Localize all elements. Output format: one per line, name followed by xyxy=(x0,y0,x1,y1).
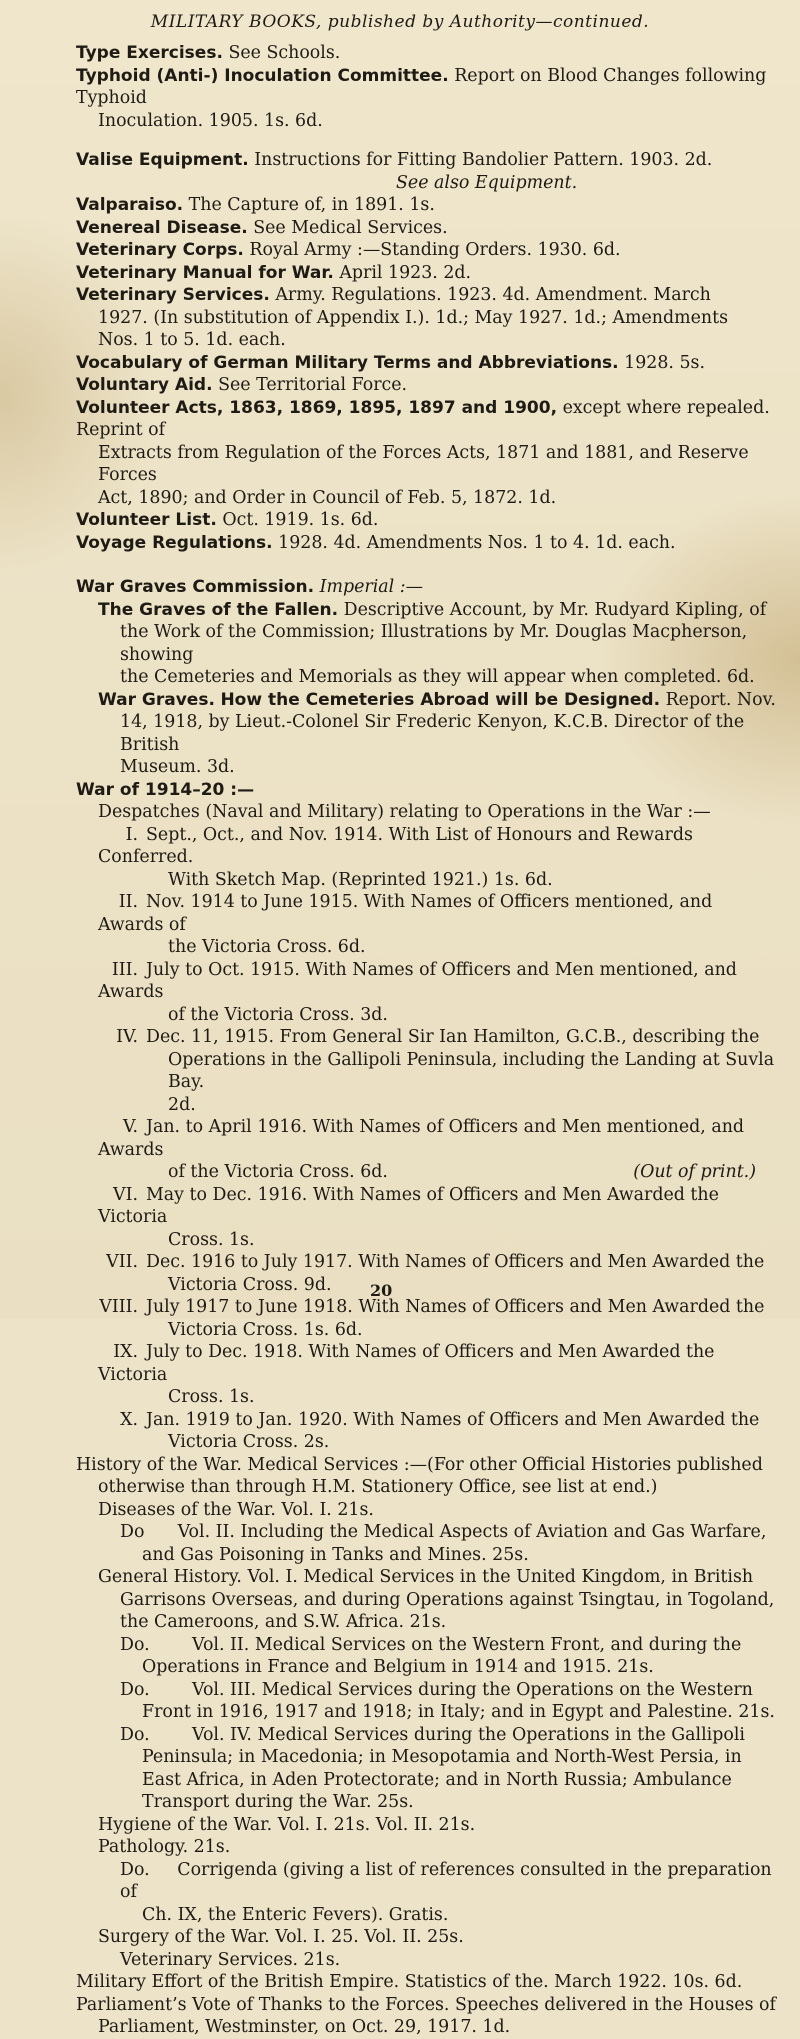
entry-text: 1928. 4d. Amendments Nos. 1 to 4. 1d. each. xyxy=(278,532,676,553)
despatch-continuation xyxy=(98,1274,776,1297)
despatch-text: Cross. 1s. xyxy=(168,1229,255,1250)
history-section xyxy=(76,1499,776,1972)
despatch-text: Sept., Oct., and Nov. 1914. With List of Honours and Rewards Conferred. xyxy=(98,824,693,867)
entry-parliament: Parliament’s Vote of Thanks to the Forces. Speeches delivered in the Houses of xyxy=(76,1994,776,2015)
do-label: Do. xyxy=(120,1679,150,1700)
entry-text: April 1923. 2d. xyxy=(339,262,472,283)
do-label: Do xyxy=(120,1522,145,1542)
despatch-number: V. xyxy=(122,1117,138,1137)
do-text: Vol. III. Medical Services during the Operations on the Western xyxy=(192,1679,753,1700)
entry-title: War of 1914–20 :— xyxy=(76,779,255,800)
entry-text: except where repealed. Reprint of xyxy=(76,397,770,440)
despatch-text: Victoria Cross. 1s. 6d. xyxy=(168,1319,363,1340)
despatch-text: Victoria Cross. 9d. xyxy=(168,1274,332,1295)
entry-title: Veterinary Manual for War. xyxy=(76,262,334,283)
do-item xyxy=(98,1724,776,1747)
entry-continuation: Inoculation. 1905. 1s. 6d. xyxy=(98,110,323,131)
do-label: Do. xyxy=(120,1859,150,1880)
do-item xyxy=(98,1634,776,1657)
entry-continuation: Garrisons Overseas, and during Operations against Tsingtau, in Togoland, xyxy=(120,1589,775,1610)
despatch-number: IV. xyxy=(116,1027,138,1047)
entry-title: Typhoid (Anti-) Inoculation Committee. xyxy=(76,65,449,86)
entry-valparaiso xyxy=(76,194,776,217)
history-continuation: otherwise than through H.M. Stationery Office, see list at end.) xyxy=(98,1477,658,1497)
entry-continuation: Parliament, Westminster, on Oct. 29, 1917. 1d. xyxy=(98,2017,511,2037)
entry-war-1914 xyxy=(76,779,776,802)
subentry-graves-of-fallen xyxy=(76,599,776,689)
history-pathology: Pathology. 21s. xyxy=(98,1837,231,1857)
despatch-text: Victoria Cross. 2s. xyxy=(168,1432,330,1452)
entry-veterinary-manual xyxy=(76,262,776,285)
despatch-list xyxy=(98,824,776,1454)
despatch-text: Dec. 1916 to July 1917. With Names of Officers and Men Awarded the xyxy=(146,1252,765,1272)
despatch-text: July to Dec. 1918. With Names of Officers and Men Awarded the Victoria xyxy=(98,1342,715,1385)
entry-text: Report. Nov. xyxy=(665,689,776,710)
entry-volunteer-list xyxy=(76,509,776,532)
do-continuation: East Africa, in Aden Protectorate; and in North Russia; Ambulance xyxy=(142,1769,732,1790)
entry-war-graves-commission xyxy=(76,576,776,599)
subentry-war-graves xyxy=(76,689,776,779)
despatch-number: VIII. xyxy=(99,1297,138,1317)
entry-text: Royal Army :—Standing Orders. 1930. 6d. xyxy=(249,240,621,260)
despatch-item xyxy=(98,1026,776,1049)
despatch-item xyxy=(98,824,776,869)
entry-text: The Capture of, in 1891. 1s. xyxy=(188,195,435,215)
entry-volunteer-acts xyxy=(76,397,776,442)
entry-see-also: See also Equipment. xyxy=(396,172,578,193)
despatch-text: July 1917 to June 1918. With Names of Officers and Men Awarded the xyxy=(146,1297,765,1317)
entry-text: Oct. 1919. 1s. 6d. xyxy=(222,510,379,530)
entry-text: Report on Blood Changes following Typhoid xyxy=(76,65,767,108)
entry-type-exercises xyxy=(76,42,776,65)
despatch-text: of the Victoria Cross. 6d. xyxy=(168,1162,388,1182)
running-head: MILITARY BOOKS, published by Authority—continued. xyxy=(150,12,650,32)
entry-vocabulary xyxy=(76,352,776,375)
history-do-diseases xyxy=(98,1521,776,1544)
entry-title: The Graves of the Fallen. xyxy=(98,599,339,620)
entry-title: Voluntary Aid. xyxy=(76,375,213,395)
despatch-continuation xyxy=(98,1229,776,1252)
entry-military-effort: Military Effort of the British Empire. Statistics of the. March 1922. 10s. 6d. xyxy=(76,1972,743,1992)
do-continuation: Transport during the War. 25s. xyxy=(142,1792,414,1812)
entry-title: Voyage Regulations. xyxy=(76,532,273,553)
do-text: Vol. II. Medical Services on the Western Front, and during the xyxy=(192,1634,742,1655)
entry-continuation: Act, 1890; and Order in Council of Feb. 5, 1872. 1d. xyxy=(98,487,557,508)
despatch-continuation xyxy=(98,1004,776,1027)
entry-text: Instructions for Fitting Bandolier Pattern. 1903. 2d. xyxy=(254,150,713,170)
despatch-text: Jan. to April 1916. With Names of Officers and Men mentioned, and Awards xyxy=(98,1117,745,1160)
do-text: Vol. II. Including the Medical Aspects of Aviation and Gas Warfare, xyxy=(177,1522,767,1542)
despatch-continuation xyxy=(98,1094,776,1117)
entry-text: How the Cemeteries Abroad will be Designed. xyxy=(220,689,661,710)
despatch-number: III. xyxy=(111,959,138,980)
entry-continuation: Nos. 1 to 5. 1d. each. xyxy=(98,330,286,350)
entry-continuation: the Cemeteries and Memorials as they will appear when completed. 6d. xyxy=(120,667,755,687)
despatch-text: 2d. xyxy=(168,1094,196,1115)
despatch-item xyxy=(98,891,776,936)
despatch-continuation xyxy=(98,869,776,892)
despatch-item xyxy=(98,1296,776,1319)
despatch-item xyxy=(98,959,776,1004)
entry-title: Valparaiso. xyxy=(76,195,184,215)
entry-title: War Graves. xyxy=(98,689,215,710)
entry-veterinary-corps xyxy=(76,239,776,262)
entry-text: See Schools. xyxy=(228,43,341,63)
despatch-text: the Victoria Cross. 6d. xyxy=(168,937,366,957)
despatch-number: II. xyxy=(118,892,138,912)
do-text: Vol. IV. Medical Services during the Operations in the Gallipoli xyxy=(192,1724,745,1745)
despatch-number: IX. xyxy=(113,1342,138,1362)
entry-continuation: the Work of the Commission; Illustrations by Mr. Douglas Macpherson, showing xyxy=(120,622,748,665)
subentry-line xyxy=(98,689,776,712)
entry-text: Army. Regulations. 1923. 4d. Amendment. March xyxy=(275,285,711,305)
subentry-line xyxy=(98,599,776,622)
history-diseases: Diseases of the War. Vol. I. 21s. xyxy=(98,1499,374,1520)
despatch-text: May to Dec. 1916. With Names of Officers and Men Awarded the Victoria xyxy=(98,1184,719,1227)
entry-continuation: 14, 1918, by Lieut.-Colonel Sir Frederic Kenyon, K.C.B. Director of the British xyxy=(120,712,745,755)
entry-continuation: Museum. 3d. xyxy=(120,757,235,777)
despatches-section xyxy=(76,801,776,1454)
entry-title: Veterinary Services. xyxy=(76,285,270,305)
do-label: Do. xyxy=(120,1634,150,1655)
despatch-item xyxy=(98,1341,776,1386)
despatch-number: VII. xyxy=(106,1252,138,1272)
despatch-item xyxy=(98,1184,776,1229)
despatch-text: Nov. 1914 to June 1915. With Names of Officers mentioned, and Awards of xyxy=(98,892,713,935)
entry-title: Valise Equipment. xyxy=(76,150,249,170)
despatch-continuation xyxy=(98,1319,776,1342)
entry-text: See Territorial Force. xyxy=(218,375,408,395)
despatch-continuation xyxy=(98,1386,776,1409)
entry-title: Volunteer List. xyxy=(76,510,217,530)
despatch-item xyxy=(98,1409,776,1432)
entry-voyage xyxy=(76,532,776,555)
do-continuation: Operations in France and Belgium in 1914 and 1915. 21s. xyxy=(142,1657,654,1677)
entry-text: Descriptive Account, by Mr. Rudyard Kipling, of xyxy=(343,599,767,620)
spacer xyxy=(76,554,776,576)
entry-text: See Medical Services. xyxy=(253,217,448,238)
do-continuation: Front in 1916, 1917 and 1918; in Italy; and in Egypt and Palestine. 21s. xyxy=(142,1702,775,1722)
history-line: History of the War. Medical Services :—(For other Official Histories published xyxy=(76,1454,763,1475)
despatch-continuation xyxy=(98,1161,776,1184)
despatch-text: Jan. 1919 to Jan. 1920. With Names of Officers and Men Awarded the xyxy=(146,1409,760,1430)
despatches-intro: Despatches (Naval and Military) relating to Operations in the War :— xyxy=(98,802,711,822)
entry-continuation: Extracts from Regulation of the Forces Acts, 1871 and 1881, and Reserve Forces xyxy=(98,442,749,485)
history-surgery: Surgery of the War. Vol. I. 25. Vol. II. 25s. xyxy=(98,1927,464,1947)
do-item xyxy=(98,1679,776,1702)
despatch-continuation xyxy=(98,936,776,959)
entry-continuation: 1927. (In substitution of Appendix I.). 1d.; May 1927. 1d.; Amendments xyxy=(98,307,729,328)
despatch-item xyxy=(98,1251,776,1274)
do-continuation: Peninsula; in Macedonia; in Mesopotamia and North-West Persia, in xyxy=(142,1747,742,1767)
despatch-note: (Out of print.) xyxy=(633,1162,756,1182)
history-veterinary: Veterinary Services. 21s. xyxy=(120,1949,341,1970)
entry-title: War Graves Commission. xyxy=(76,577,315,597)
spacer xyxy=(76,132,776,149)
despatch-item xyxy=(98,1116,776,1161)
entry-valise xyxy=(76,149,776,172)
despatch-text: Operations in the Gallipoli Peninsula, including the Landing at Suvla Bay. xyxy=(168,1049,775,1092)
do-general-list xyxy=(98,1634,776,1814)
history-do-pathology xyxy=(98,1859,776,1904)
despatch-text: of the Victoria Cross. 3d. xyxy=(168,1004,388,1025)
history-hygiene: Hygiene of the War. Vol. I. 21s. Vol. II. 21s. xyxy=(98,1814,476,1835)
history-general: General History. Vol. I. Medical Services in the United Kingdom, in British xyxy=(98,1567,754,1587)
entry-veterinary-services xyxy=(76,284,776,307)
entry-venereal xyxy=(76,217,776,240)
entry-title: Type Exercises. xyxy=(76,43,223,63)
despatch-text: With Sketch Map. (Reprinted 1921.) 1s. 6d. xyxy=(168,869,553,890)
entry-voluntary-aid xyxy=(76,374,776,397)
content xyxy=(76,42,776,2039)
do-text: Corrigenda (giving a list of references consulted in the preparation of xyxy=(120,1859,772,1902)
despatch-text: Cross. 1s. xyxy=(168,1387,255,1407)
despatch-text: Dec. 11, 1915. From General Sir Ian Hamilton, G.C.B., describing the xyxy=(146,1027,760,1047)
entry-title: Volunteer Acts, 1863, 1869, 1895, 1897 and 1900, xyxy=(76,397,558,418)
entry-continuation: the Cameroons, and S.W. Africa. 21s. xyxy=(120,1612,447,1632)
entry-text: Imperial :— xyxy=(319,577,423,597)
despatch-text: July to Oct. 1915. With Names of Officers and Men mentioned, and Awards xyxy=(98,959,737,1002)
entry-title: Vocabulary of German Military Terms and Abbreviations. xyxy=(76,352,619,373)
entry-title: Venereal Disease. xyxy=(76,217,248,238)
despatch-number: I. xyxy=(125,824,138,845)
entry-text: 1928. 5s. xyxy=(624,352,705,373)
despatch-number: X. xyxy=(120,1409,138,1430)
entry-continuation: Ch. IX, the Enteric Fevers). Gratis. xyxy=(142,1904,449,1925)
do-label: Do. xyxy=(120,1724,150,1745)
entry-title: Veterinary Corps. xyxy=(76,240,244,260)
despatch-number: VI. xyxy=(113,1184,138,1205)
despatch-continuation xyxy=(98,1049,776,1094)
despatch-continuation xyxy=(98,1431,776,1454)
entry-typhoid xyxy=(76,65,776,110)
entry-continuation: and Gas Poisoning in Tanks and Mines. 25s. xyxy=(142,1544,529,1565)
page-number: 20 xyxy=(370,1281,393,1300)
